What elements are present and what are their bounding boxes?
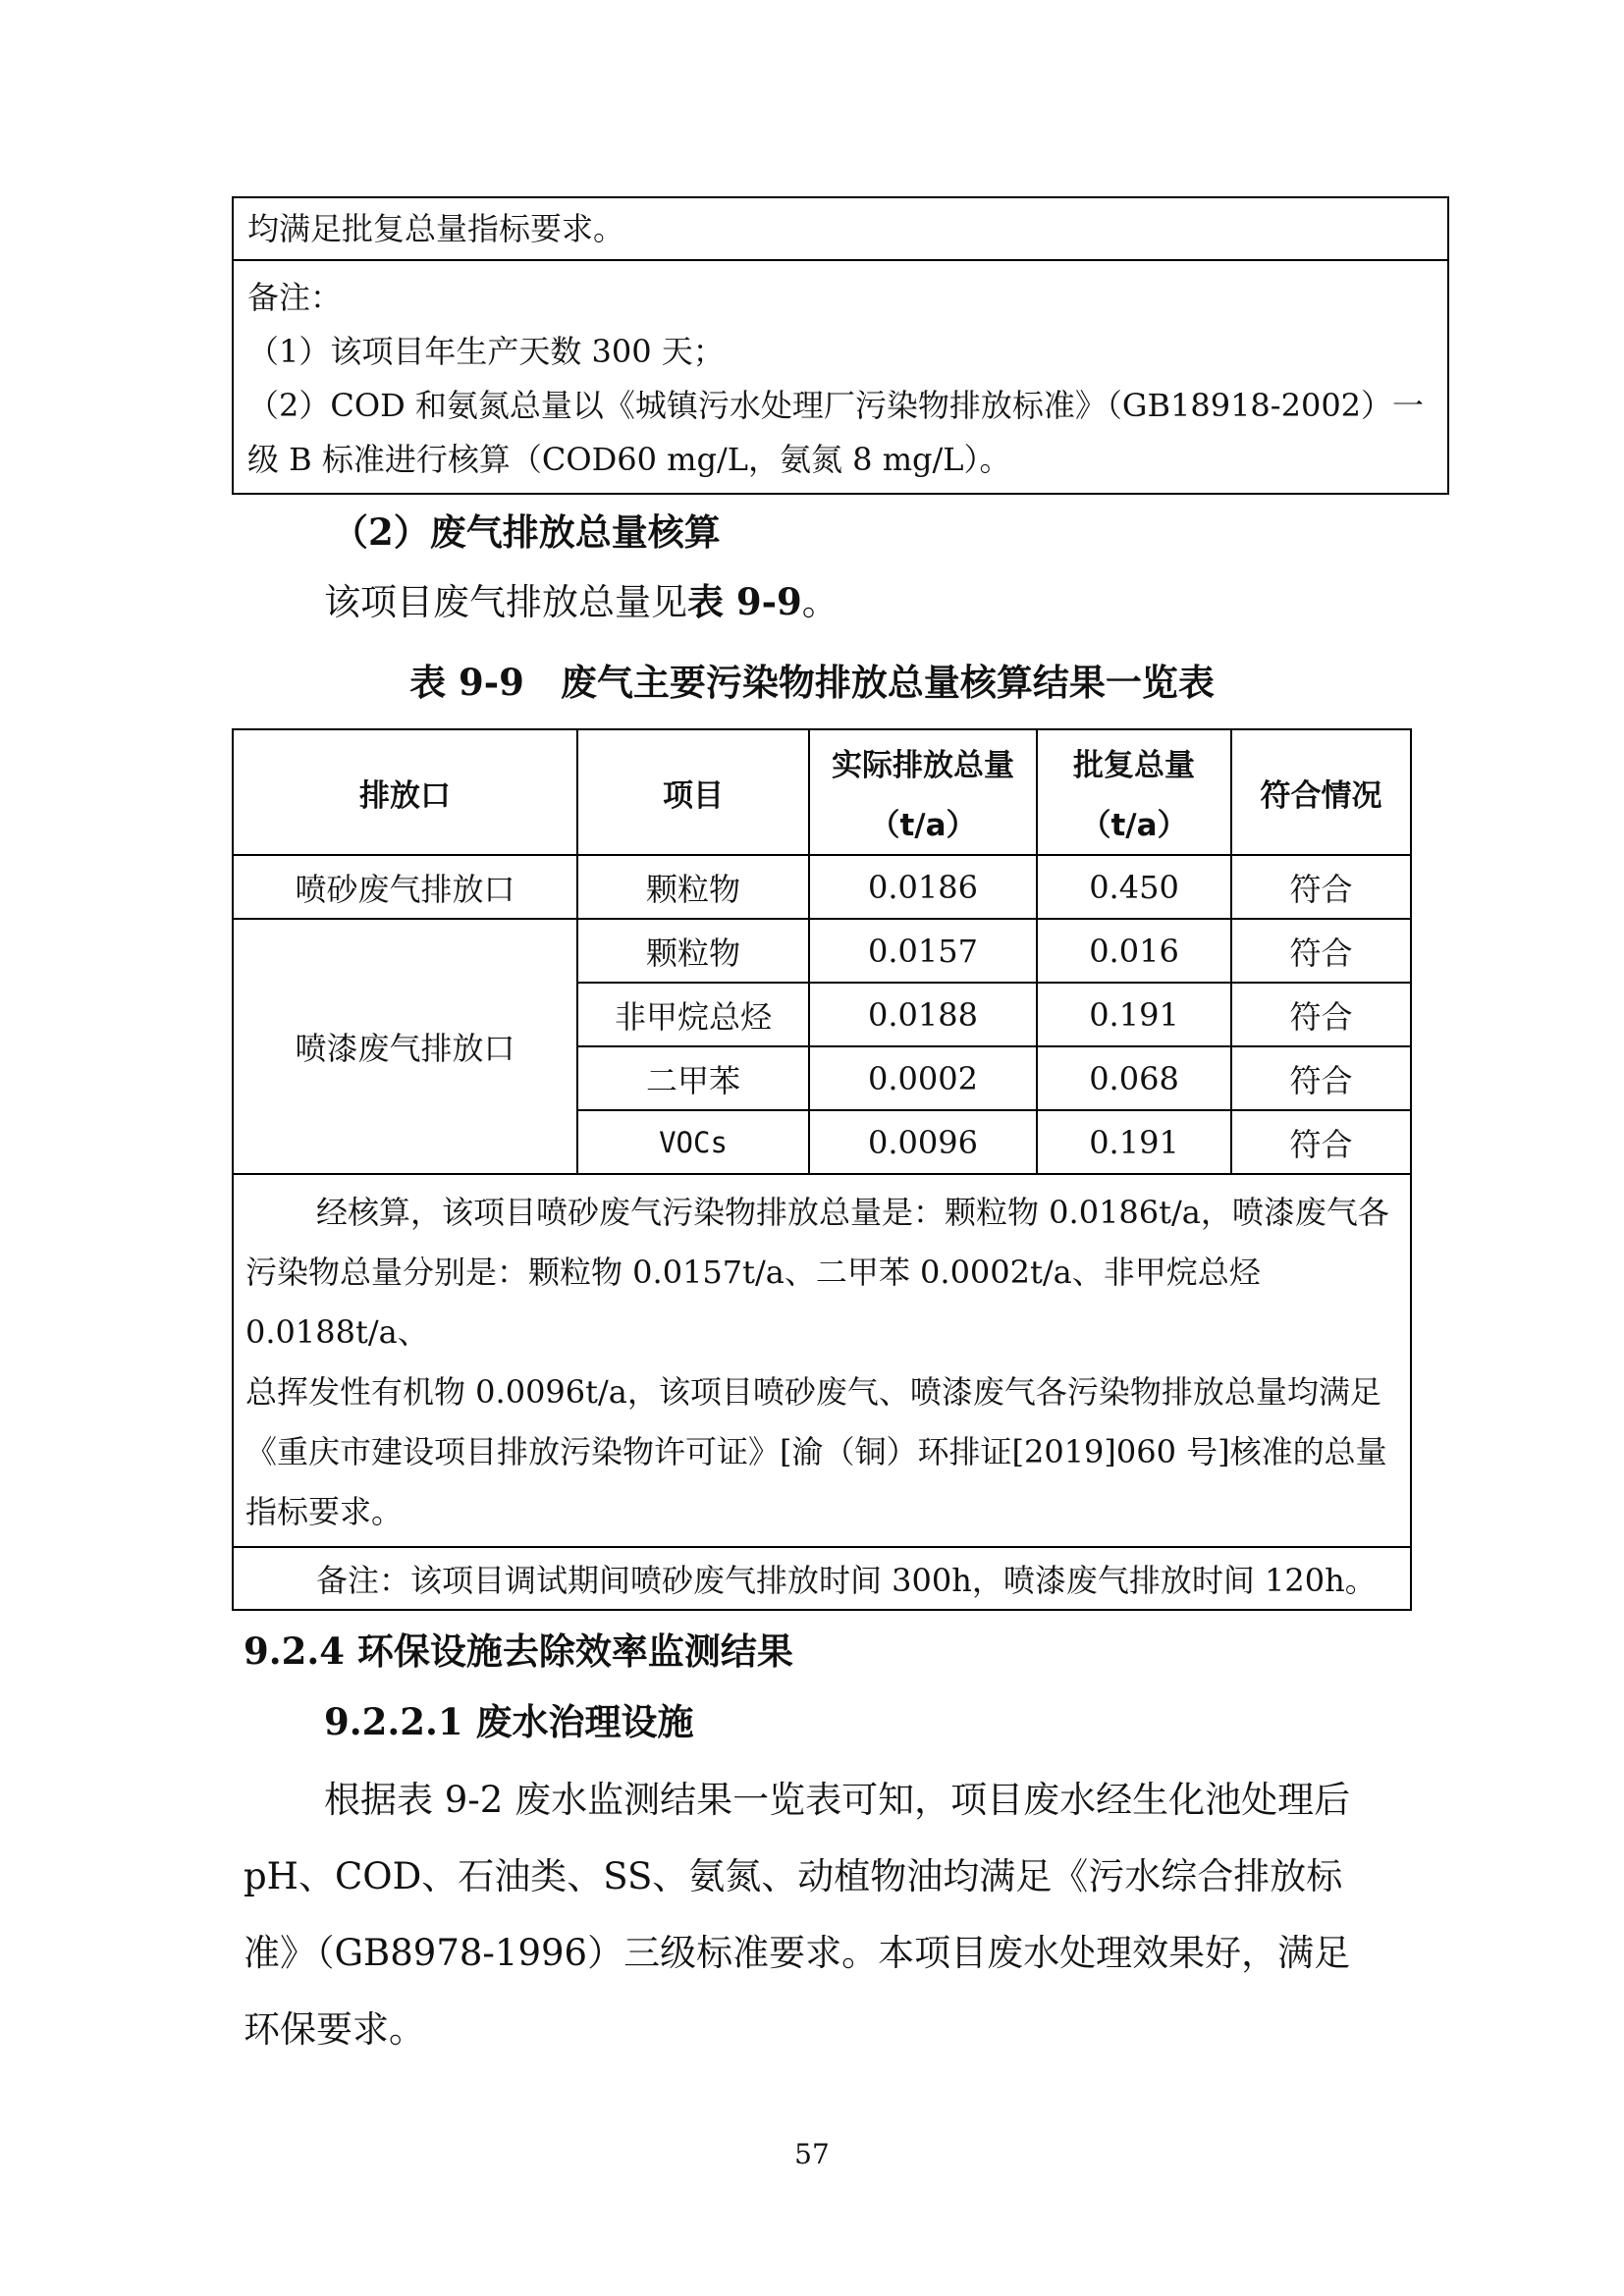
table-row xyxy=(233,919,1411,983)
cell-actual: 0.0157 xyxy=(809,919,1037,983)
intro-table-ref: 表 9-9 xyxy=(687,580,802,623)
continuation-line: 均满足批复总量指标要求。 xyxy=(234,198,1447,261)
heading-9-2-4: 9.2.4 环保设施去除效率监测结果 xyxy=(244,1629,793,1673)
cell-status: 符合 xyxy=(1231,983,1411,1046)
body-line-3: 准》（GB8978-1996）三级标准要求。本项目废水处理效果好，满足 xyxy=(244,1932,1351,1974)
header-approved-line1: 批复总量 xyxy=(1073,748,1195,783)
cell-status: 符合 xyxy=(1231,1046,1411,1110)
cell-status: 符合 xyxy=(1231,855,1411,919)
note-2-line-b: 级 B 标准进行核算（COD60 mg/L，氨氮 8 mg/L）。 xyxy=(247,441,1011,478)
header-status: 符合情况 xyxy=(1231,729,1411,855)
heading-9-2-2-1: 9.2.2.1 废水治理设施 xyxy=(324,1700,694,1743)
note-1: （1）该项目年生产天数 300 天； xyxy=(247,333,725,370)
cell-item: 颗粒物 xyxy=(577,919,809,983)
cell-item: VOCs xyxy=(577,1110,809,1174)
intro-end: 。 xyxy=(801,581,839,623)
header-item: 项目 xyxy=(577,729,809,855)
cell-item: 非甲烷总烃 xyxy=(577,983,809,1046)
header-approved-line2: （t/a） xyxy=(1080,808,1188,843)
summary-line-3: 总挥发性有机物 0.0096t/a，该项目喷砂废气、喷漆废气各污染物排放总量均满足 xyxy=(245,1373,1381,1411)
header-outlet: 排放口 xyxy=(233,729,577,855)
body-paragraph xyxy=(244,1762,1382,2068)
header-actual-line1: 实际排放总量 xyxy=(832,748,1014,783)
cell-approved: 0.191 xyxy=(1037,1110,1231,1174)
header-actual xyxy=(809,729,1037,855)
cell-actual: 0.0096 xyxy=(809,1110,1037,1174)
cell-outlet: 喷砂废气排放口 xyxy=(233,855,577,919)
body-line-4: 环保要求。 xyxy=(244,2008,425,2051)
notes-block xyxy=(234,261,1447,493)
remark-text: 备注：该项目调试期间喷砂废气排放时间 300h，喷漆废气排放时间 120h。 xyxy=(316,1562,1377,1599)
cell-approved: 0.068 xyxy=(1037,1046,1231,1110)
summary-line-2: 污染物总量分别是：颗粒物 0.0157t/a、二甲苯 0.0002t/a、非甲烷总烃 0.0188t/a、 xyxy=(245,1254,1261,1351)
continuation-box xyxy=(232,196,1449,495)
cell-status: 符合 xyxy=(1231,919,1411,983)
cell-actual: 0.0188 xyxy=(809,983,1037,1046)
summary-line-1: 经核算，该项目喷砂废气污染物排放总量是：颗粒物 0.0186t/a，喷漆废气各 xyxy=(316,1194,1389,1231)
cell-item: 颗粒物 xyxy=(577,855,809,919)
cell-outlet: 喷漆废气排放口 xyxy=(233,919,577,1174)
intro-text: 该项目废气排放总量见 xyxy=(324,581,687,623)
cell-item: 二甲苯 xyxy=(577,1046,809,1110)
cell-actual: 0.0186 xyxy=(809,855,1037,919)
remark-row xyxy=(233,1547,1411,1610)
summary-line-4: 《重庆市建设项目排放污染物许可证》[渝（铜）环排证[2019]060 号]核准的总量 xyxy=(245,1433,1387,1470)
cell-status: 符合 xyxy=(1231,1110,1411,1174)
page-number: 57 xyxy=(794,2138,830,2170)
summary-row xyxy=(233,1174,1411,1547)
table-caption: 表 9-9 废气主要污染物排放总量核算结果一览表 xyxy=(409,661,1215,704)
header-approved xyxy=(1037,729,1231,855)
sub-heading-exhaust: （2）废气排放总量核算 xyxy=(332,510,721,554)
table-row xyxy=(233,855,1411,919)
summary-cell xyxy=(233,1174,1411,1547)
cell-approved: 0.191 xyxy=(1037,983,1231,1046)
body-line-2: pH、COD、石油类、SS、氨氮、动植物油均满足《污水综合排放标 xyxy=(244,1855,1343,1897)
header-actual-line2: （t/a） xyxy=(869,808,977,843)
body-line-1: 根据表 9-2 废水监测结果一览表可知，项目废水经生化池处理后 xyxy=(324,1779,1351,1821)
notes-title: 备注： xyxy=(247,279,343,316)
remark-cell xyxy=(233,1547,1411,1610)
cell-approved: 0.016 xyxy=(1037,919,1231,983)
cell-actual: 0.0002 xyxy=(809,1046,1037,1110)
cell-approved: 0.450 xyxy=(1037,855,1231,919)
note-2-line-a: （2）COD 和氨氮总量以《城镇污水处理厂污染物排放标准》（GB18918-2002）一 xyxy=(247,387,1425,424)
intro-paragraph xyxy=(324,572,839,625)
table-header-row xyxy=(233,729,1411,855)
summary-line-5: 指标要求。 xyxy=(245,1493,404,1530)
exhaust-table xyxy=(232,728,1410,1611)
